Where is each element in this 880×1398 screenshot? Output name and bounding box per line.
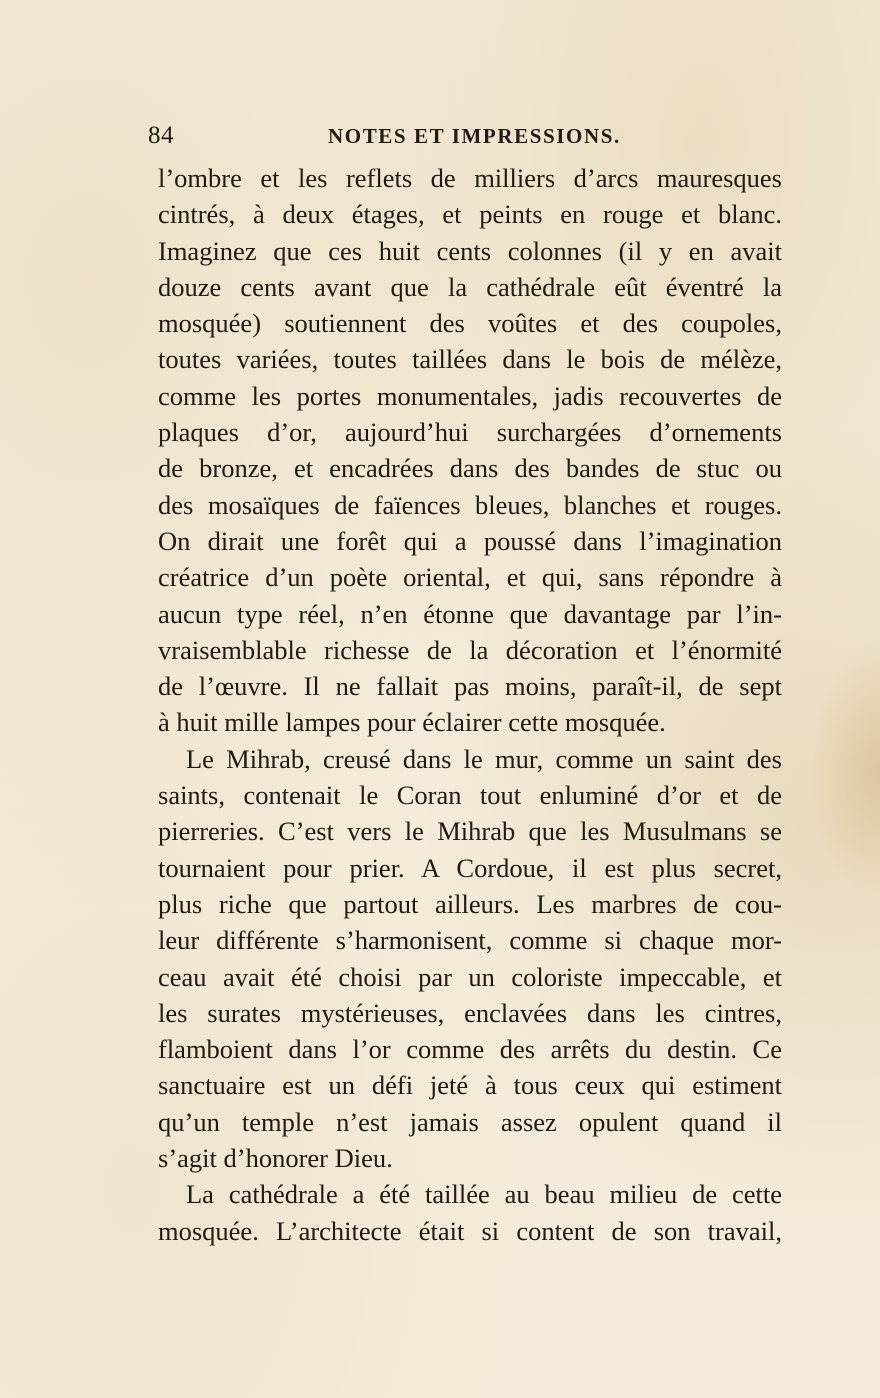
text-line: ceau avait été choisi par un coloriste impeccable, et [158, 961, 782, 992]
text-line: plaques d’or, aujourd’hui surchargées d’ornements [158, 417, 782, 448]
text-line: créatrice d’un poète oriental, et qui, sans répondre à [158, 562, 782, 593]
page-header [148, 122, 788, 158]
text-line: de l’œuvre. Il ne fallait pas moins, paraît-il, de sept [158, 671, 782, 702]
text-line: tournaient pour prier. A Cordoue, il est plus secret, [158, 852, 782, 883]
text-line: Le Mihrab, creusé dans le mur, comme un saint des [186, 743, 782, 774]
text-line: douze cents avant que la cathédrale eût éventré la [158, 271, 782, 302]
text-line: mosquée) soutiennent des voûtes et des coupoles, [158, 308, 782, 339]
text-line: pierreries. C’est vers le Mihrab que les Musulmans se [158, 816, 782, 847]
text-line: toutes variées, toutes taillées dans le bois de mélèze, [158, 344, 782, 375]
page-number: 84 [148, 122, 174, 149]
text-line: flamboient dans l’or comme des arrêts du destin. Ce [158, 1034, 782, 1065]
text-line: vraisemblable richesse de la décoration et l’énormité [158, 634, 782, 665]
text-line: cintrés, à deux étages, et peints en rouge et blanc. [158, 199, 782, 230]
text-line: qu’un temple n’est jamais assez opulent quand il [158, 1106, 782, 1137]
text-line: s’agit d’honorer Dieu. [158, 1143, 393, 1174]
paper-stain [810, 640, 880, 900]
text-line: aucun type réel, n’en étonne que davantage par l’in- [158, 598, 782, 629]
text-line: des mosaïques de faïences bleues, blanches et rouges. [158, 489, 782, 520]
text-line: saints, contenait le Coran tout enluminé d’or et de [158, 780, 782, 811]
running-head: NOTES ET IMPRESSIONS. [328, 124, 621, 148]
body-text [158, 160, 782, 1249]
text-line: La cathédrale a été taillée au beau milieu de cette [186, 1179, 782, 1210]
text-line: l’ombre et les reflets de milliers d’arcs mauresques [158, 163, 782, 193]
text-line: Imaginez que ces huit cents colonnes (il y en avait [158, 235, 782, 266]
text-line: sanctuaire est un défi jeté à tous ceux qui estiment [158, 1070, 782, 1101]
text-line: mosquée. L’architecte était si content de son travail, [158, 1215, 782, 1246]
text-line: les surates mystérieuses, enclavées dans les cintres, [158, 997, 782, 1028]
text-line: On dirait une forêt qui a poussé dans l’imagination [158, 525, 782, 556]
text-line: plus riche que partout ailleurs. Les marbres de cou- [158, 888, 782, 919]
text-line: comme les portes monumentales, jadis recouvertes de [158, 380, 782, 411]
text-line: à huit mille lampes pour éclairer cette mosquée. [158, 707, 666, 738]
text-line: leur différente s’harmonisent, comme si chaque mor- [158, 925, 782, 956]
text-line: de bronze, et encadrées dans des bandes de stuc ou [158, 453, 782, 484]
